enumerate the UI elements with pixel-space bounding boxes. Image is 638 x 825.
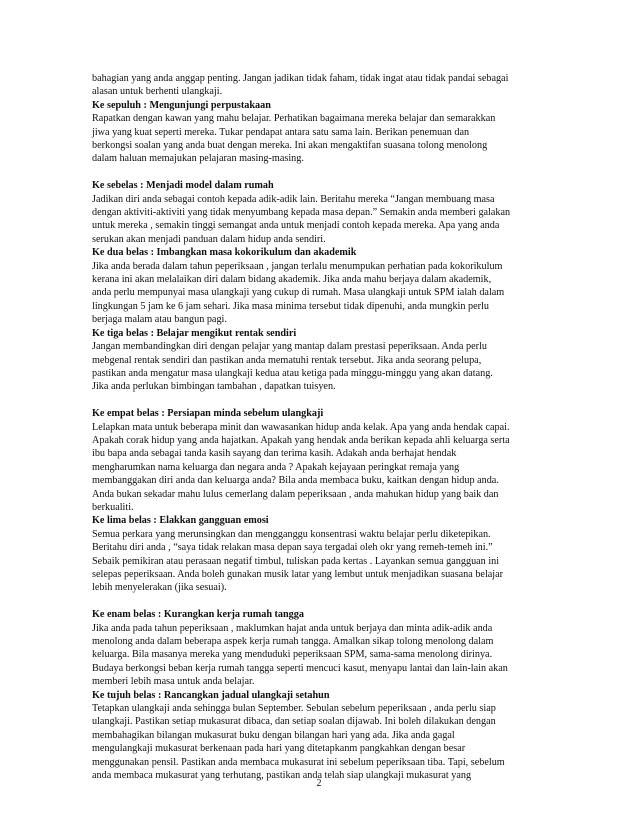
paragraph-gap [92, 394, 550, 407]
page-content [92, 72, 550, 782]
section-body-17: Tetapkan ulangkaji anda sehingga bulan September. Sebulan sebelum peperiksaan , anda perlu siap ulangkaji. Pastikan setiap mukasurat dibaca, dan setiap soalan dijawab. Ini boleh dilakukan dengan membahagikan bilangan mukasurat buku dengan bilangan hari yang ada. Jika anda gagal mengulangkaji mukasurat berkenaan pada hari yang ditetapkanm pangkahkan dengan besar menggunakan pensil. Pastikan anda membaca mukasurat ini sebelum peperiksaan tiba. Tapi, sebelum anda membaca mukasurat yang terhutang, pastikan anda telah siap ulangkaji mukasurat yang [92, 703, 505, 782]
section-body-15: Semua perkara yang merunsingkan dan mengganggu konsentrasi waktu belajar perlu diketepikan. Beritahu diri anda , “saya tidak relakan masa depan saya tergadai oleh okr yang remeh-temeh ini.” Sebaik pemikiran atau perasaan negatif timbul, tuliskan pada kertas . Layankan semua gangguan ini selepas peperiksaan. Anda boleh gunakan musik latar yang lembut untuk menjadikan suasana belajar lebih menyelerakan (jika sesuai). [92, 528, 504, 594]
section-body-12: Jika anda berada dalam tahun peperiksaan , jangan terlalu menumpukan perhatian pada kokorikulum kerana ini akan melalaikan diri dalam bidang akademik. Jika anda mahu berjaya dalam akademik, anda perlu mempunyai masa ulangkaji yang cukup di rumah. Masa ulangkaji untuk SPM ialah dalam lingkungan 5 jam ke 6 jam sehari. Jika masa minima tersebut tidak dipenuhi, anda mungkin perlu berjaga malam atau bangun pagi. [92, 260, 505, 326]
section-heading-15: Ke lima belas : Elakkan gangguan emosi [92, 515, 269, 527]
section-heading-12: Ke dua belas : Imbangkan masa kokorikulum dan akademik [92, 247, 357, 259]
section-heading-10: Ke sepuluh : Mengunjungi perpustakaan [92, 99, 271, 111]
section-body-14: Lelapkan mata untuk beberapa minit dan wawasankan hidup anda kelak. Apa yang anda hendak capai. Apakah corak hidup yang anda hajatkan. Apakah yang hendak anda berikan kepada ahli keluarga serta ibu bapa anda sebagai tanda kasih sayang dan terima kasih. Adakah anda berhajat hendak mengharumkan nama keluarga dan negara anda ? Apakah kejayaan peringkat remaja yang membanggakan diri anda dan keluarga anda? Bila anda membaca buku, kaitkan dengan hidup anda. Anda bukan sekadar mahu lulus cemerlang dalam peperiksaan , anda mahukan hidup yang baik dan berkualiti. [92, 421, 510, 513]
section-heading-16: Ke enam belas : Kurangkan kerja rumah tangga [92, 609, 304, 621]
section-body-10: Rapatkan dengan kawan yang mahu belajar. Perhatikan bagaimana mereka belajar dan semarakkan jiwa yang kuat seperti mereka. Tukar pendapat antara satu sama lain. Berikan penemuan dan berkongsi soalan yang anda buat dengan mereka. Ini akan mengaktifan suasana tolong menolong dalam haluan memajukan pelajaran masing-masing. [92, 113, 496, 165]
section-body-11: Jadikan diri anda sebagai contoh kepada adik-adik lain. Beritahu mereka “Jangan membuang masa dengan aktiviti-aktiviti yang tidak menyumbang kepada masa depan.” Semakin anda memberi galakan untuk mereka , semakin tinggi semangat anda untuk menjadi contoh kepada mereka. Apa yang anda serukan akan menjadi panduan dalam hidup anda sendiri. [92, 193, 511, 245]
section-heading-11: Ke sebelas : Menjadi model dalam rumah [92, 180, 274, 192]
section-heading-17: Ke tujuh belas : Rancangkan jadual ulangkaji setahun [92, 689, 330, 701]
lead-paragraph: bahagian yang anda anggap penting. Jangan jadikan tidak faham, tidak ingat atau tidak pandai sebagai alasan untuk berhenti ulangkaji. [92, 73, 509, 98]
section-body-13: Jangan membandingkan diri dengan pelajar yang mantap dalam prestasi peperiksaan. Anda perlu mebgenal rentak sendiri dan pastikan anda mematuhi rentak tersebut. Jika anda seorang pelupa, pastikan anda mengatur masa ulangkaji kedua atau ketiga pada minggu-minggu yang akan datang. Jika anda perlukan bimbingan tambahan , dapatkan tuisyen. [92, 341, 493, 393]
section-heading-13: Ke tiga belas : Belajar mengikut rentak sendiri [92, 327, 297, 339]
paragraph-gap [92, 595, 550, 608]
section-heading-14: Ke empat belas : Persiapan minda sebelum ulangkaji [92, 408, 324, 420]
paragraph-gap [92, 166, 550, 179]
section-body-16: Jika anda pada tahun peperiksaan , maklumkan hajat anda untuk berjaya dan minta adik-adik anda menolong anda dalam beberapa aspek kerja rumah tangga. Amalkan sikap tolong menolong dalam keluarga. Bila masanya mereka yang menduduki peperiksaan SPM, sama-sama menolong dirinya. Budaya berkongsi beban kerja rumah tangga seperti mencuci kasut, menyapu lantai dan lain-lain akan memberi lebih masa untuk anda belajar. [92, 622, 508, 688]
page-number: 2 [316, 778, 322, 789]
